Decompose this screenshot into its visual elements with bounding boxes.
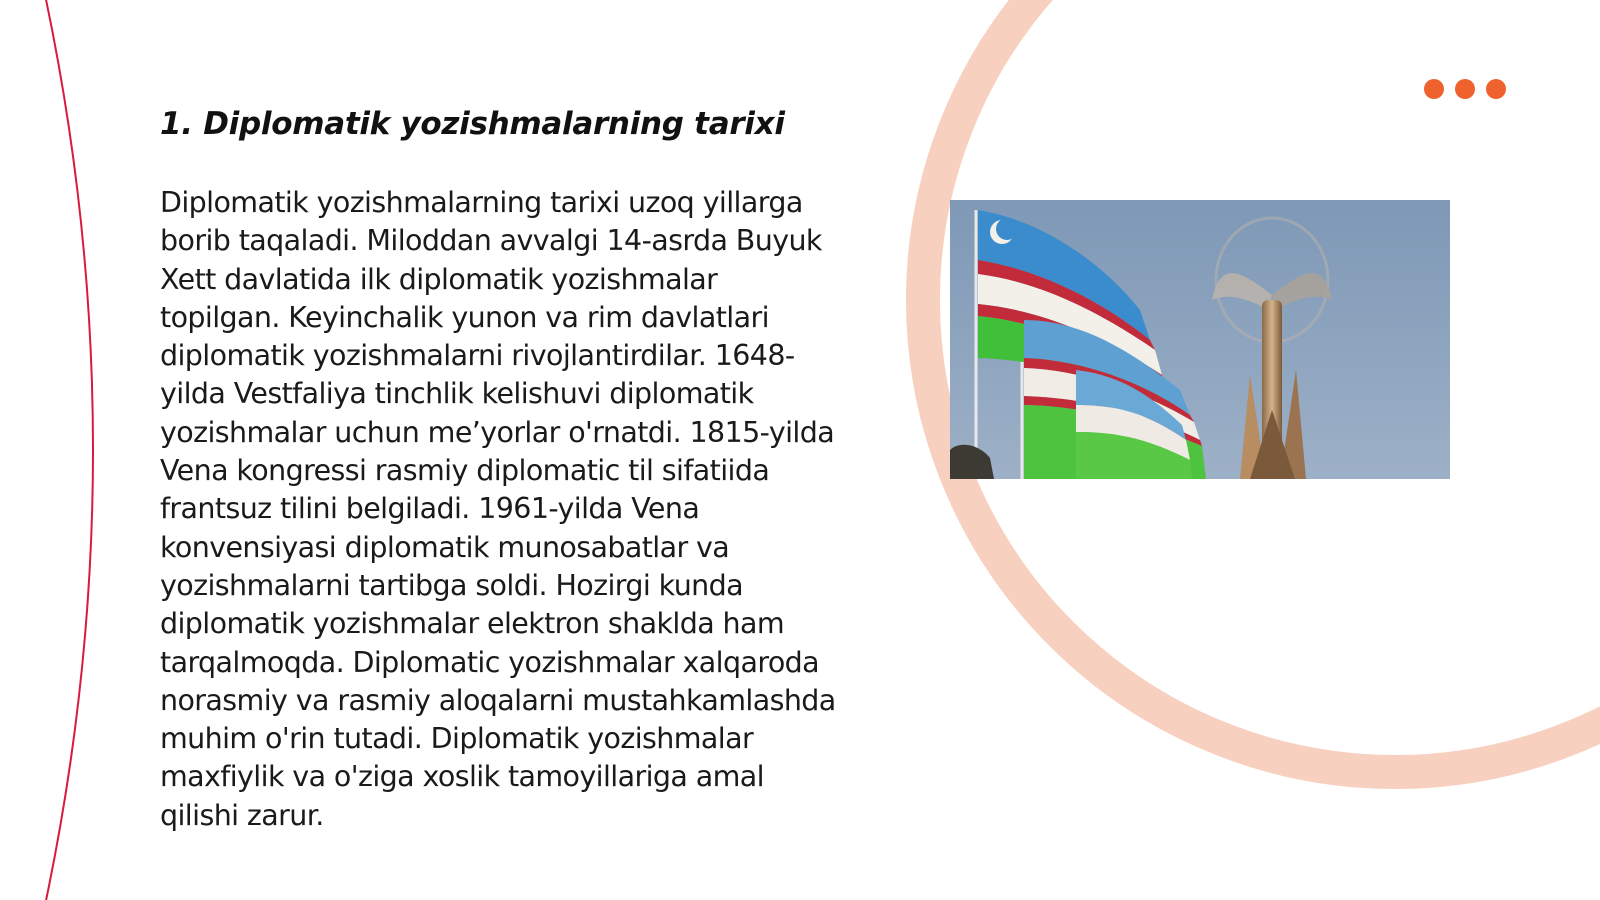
uzbekistan-flags-photo <box>950 200 1450 479</box>
flags-illustration <box>950 200 1450 479</box>
slide-title: 1. Diplomatik yozishmalarning tarixi <box>160 106 785 142</box>
slide-body-text: Diplomatik yozishmalarning tarixi uzoq yillarga borib taqaladi. Miloddan avvalgi 14-asrda Buyuk Xett davlatida ilk diplomatik yozishmalar topilgan. Keyinchalik yunon va rim davlatlari diplomatik yozishmalarni rivojlantirdilar. 1648-yilda Vestfaliya tinchlik kelishuvi diplomatik yozishmalar uchun me’yorlar o'rnatdi. 1815-yilda Vena kongressi rasmiy diplomatic til sifatiida frantsuz tilini belgiladi. 1961-yilda Vena konvensiyasi diplomatik munosabatlar va yozishmalarni tartibga soldi. Hozirgi kunda diplomatik yozishmalar elektron shaklda ham tarqalmoqda. Diplomatic yozishmalar xalqaroda norasmiy va rasmiy aloqalarni mustahkamlashda muhim o'rin tutadi. Diplomatik yozishmalar maxfiylik va o'ziga xoslik tamoyillariga amal qilishi zarur. <box>160 186 836 832</box>
dot-icon <box>1455 79 1475 99</box>
decorative-dots <box>1424 79 1506 99</box>
dot-icon <box>1424 79 1444 99</box>
left-edge-curve <box>44 0 93 900</box>
dot-icon <box>1486 79 1506 99</box>
